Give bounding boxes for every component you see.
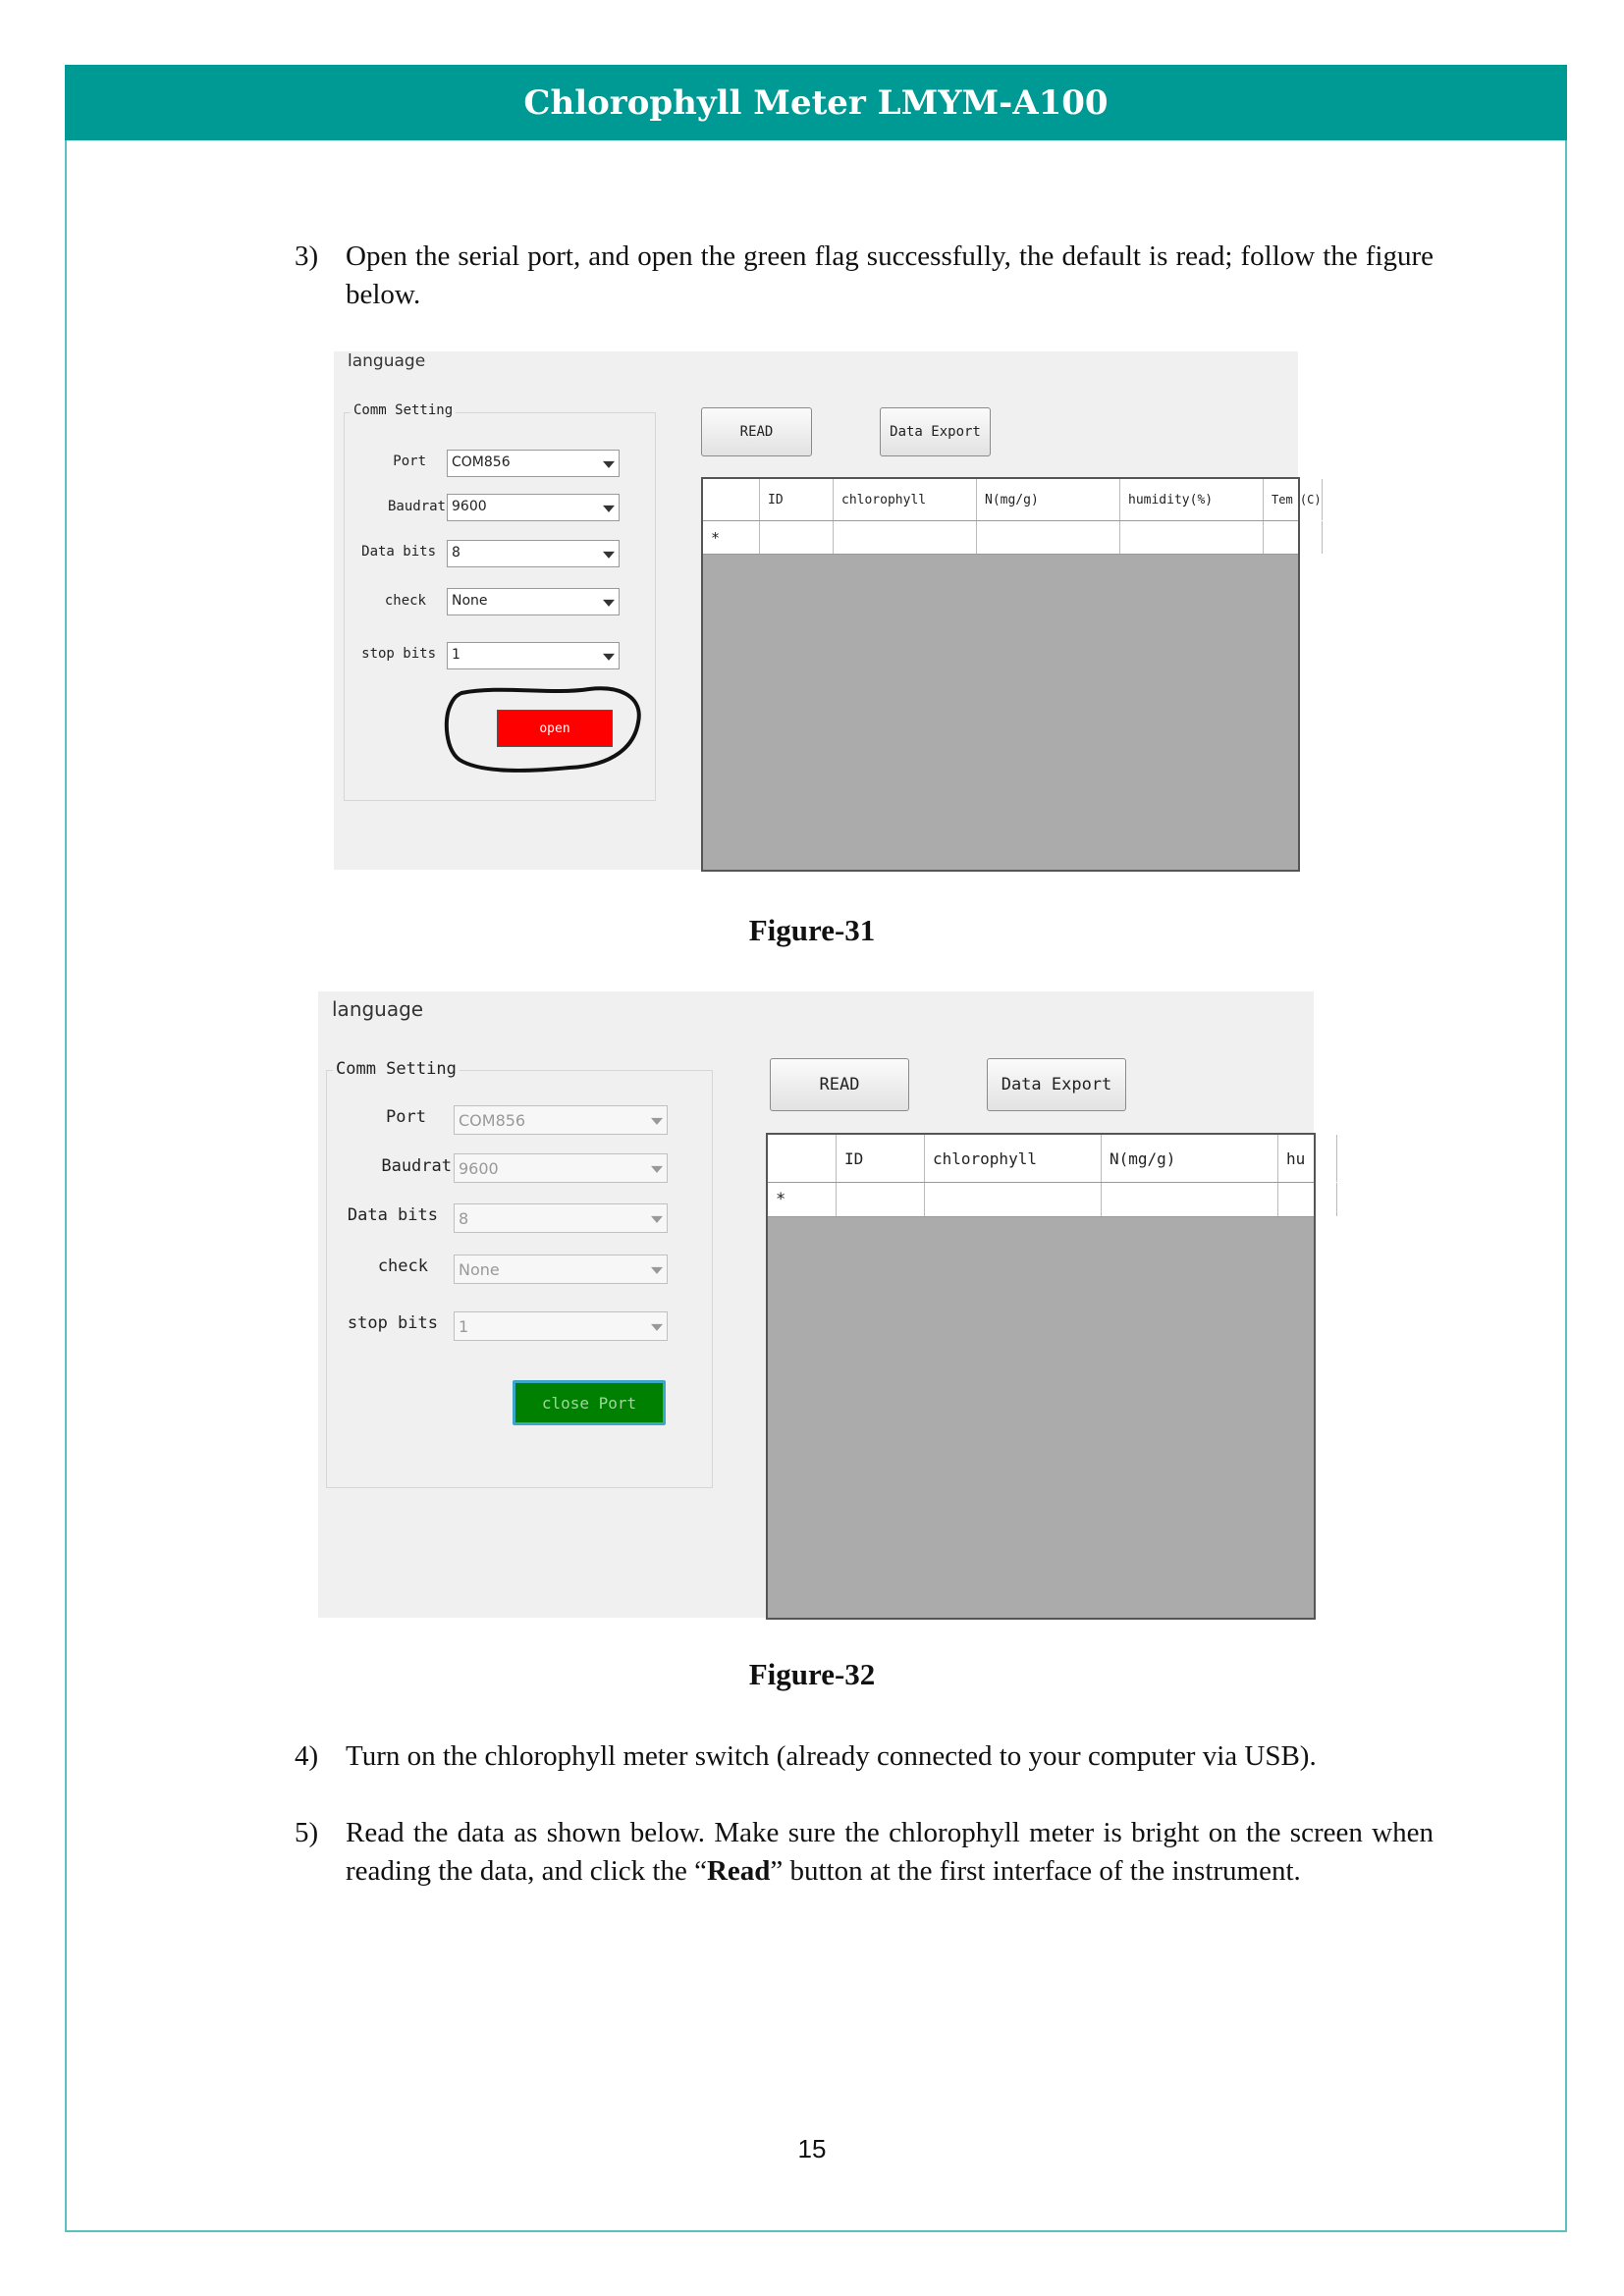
column-header[interactable]: chlorophyll	[834, 479, 977, 520]
port-value: COM856	[452, 454, 511, 470]
step-text	[346, 1814, 1434, 1891]
column-header[interactable]: N(mg/g)	[977, 479, 1120, 520]
figure-32-screenshot	[318, 991, 1314, 1618]
row-marker: *	[703, 521, 760, 554]
step-text: Open the serial port, and open the green flag successfully, the default is read; follow the figure below.	[346, 240, 1434, 310]
grid-cell[interactable]	[1102, 1183, 1278, 1216]
port-value: COM856	[459, 1111, 526, 1130]
grid-header	[768, 1135, 1314, 1183]
grid-header	[703, 479, 1322, 521]
step-text-before: Read the data as shown below. Make sure the chlorophyll meter is bright on the screen when reading the data, and click the “	[346, 1817, 1434, 1887]
chevron-down-icon	[603, 600, 615, 607]
group-title: Comm Setting	[351, 402, 456, 418]
port-select[interactable]	[447, 450, 620, 477]
corner-cell	[703, 479, 760, 520]
read-button[interactable]: READ	[701, 407, 812, 456]
column-header[interactable]: ID	[760, 479, 834, 520]
figure-32-caption: Figure-32	[748, 1657, 876, 1691]
grid-cell[interactable]	[837, 1183, 925, 1216]
row-marker: *	[768, 1183, 837, 1216]
data-bits-value: 8	[459, 1209, 469, 1228]
close-port-button[interactable]: close Port	[513, 1380, 666, 1425]
data-bits-label: Data bits	[361, 544, 436, 560]
step-text: Turn on the chlorophyll meter switch (already connected to your computer via USB).	[346, 1740, 1317, 1772]
chevron-down-icon	[651, 1324, 663, 1331]
chevron-down-icon	[603, 506, 615, 512]
step-number: 5)	[295, 1817, 319, 1848]
data-export-button[interactable]: Data Export	[880, 407, 991, 456]
figure-31-caption: Figure-31	[748, 913, 876, 947]
stop-bits-select[interactable]	[447, 642, 620, 669]
step-number: 4)	[295, 1740, 319, 1772]
column-header[interactable]: ID	[837, 1135, 925, 1182]
language-menu[interactable]: language	[332, 997, 424, 1021]
port-label: Port	[386, 1107, 426, 1127]
check-value: None	[452, 593, 488, 609]
language-menu[interactable]: language	[348, 351, 426, 371]
page-number: 15	[797, 2134, 827, 2163]
chevron-down-icon	[651, 1166, 663, 1173]
grid-cell[interactable]	[1278, 1183, 1337, 1216]
data-bits-label: Data bits	[347, 1205, 438, 1225]
grid-cell[interactable]	[1120, 521, 1264, 554]
stop-bits-label: stop bits	[347, 1313, 438, 1333]
baudrate-label: Baudrat	[387, 499, 446, 514]
chevron-down-icon	[651, 1216, 663, 1223]
header-title: Chlorophyll Meter LMYM-A100	[523, 82, 1109, 123]
step-3	[295, 238, 1434, 314]
figure-31-screenshot	[334, 351, 1322, 870]
port-label: Port	[393, 454, 426, 469]
grid-cell[interactable]	[834, 521, 977, 554]
baudrate-value: 9600	[452, 499, 487, 514]
step-text-after: ” button at the first interface of the instrument.	[770, 1855, 1301, 1887]
table-row[interactable]	[703, 521, 1298, 555]
column-header[interactable]: chlorophyll	[925, 1135, 1102, 1182]
step-number: 3)	[295, 240, 319, 272]
port-select[interactable]	[454, 1105, 668, 1135]
read-emphasis: Read	[706, 1855, 771, 1887]
stop-bits-label: stop bits	[361, 646, 436, 662]
data-grid[interactable]	[766, 1133, 1316, 1620]
grid-cell[interactable]	[925, 1183, 1102, 1216]
grid-cell[interactable]	[1264, 521, 1323, 554]
baudrate-select[interactable]	[447, 494, 620, 521]
stop-bits-select[interactable]	[454, 1311, 668, 1341]
check-select[interactable]	[454, 1255, 668, 1284]
chevron-down-icon	[603, 552, 615, 559]
baudrate-select[interactable]	[454, 1153, 668, 1183]
data-bits-select[interactable]	[447, 540, 620, 567]
check-label: check	[384, 593, 426, 609]
chevron-down-icon	[603, 654, 615, 661]
step-4	[295, 1737, 1434, 1776]
baudrate-value: 9600	[459, 1159, 499, 1178]
check-select[interactable]	[447, 588, 620, 615]
chevron-down-icon	[603, 461, 615, 468]
column-header[interactable]: humidity(%)	[1120, 479, 1264, 520]
column-header[interactable]: N(mg/g)	[1102, 1135, 1278, 1182]
grid-cell[interactable]	[977, 521, 1120, 554]
data-bits-select[interactable]	[454, 1203, 668, 1233]
check-label: check	[377, 1256, 428, 1276]
page-header	[65, 65, 1567, 140]
data-bits-value: 8	[452, 545, 460, 561]
chevron-down-icon	[651, 1267, 663, 1274]
corner-cell	[768, 1135, 837, 1182]
chevron-down-icon	[651, 1118, 663, 1125]
grid-cell[interactable]	[760, 521, 834, 554]
baudrate-label: Baudrat	[381, 1156, 452, 1176]
column-header[interactable]: hu	[1278, 1135, 1337, 1182]
data-grid[interactable]	[701, 477, 1322, 872]
open-port-button[interactable]: open	[497, 710, 613, 747]
group-title: Comm Setting	[333, 1059, 460, 1079]
column-header[interactable]: Tem (C)	[1264, 479, 1323, 520]
stop-bits-value: 1	[459, 1317, 469, 1336]
step-5	[295, 1814, 1434, 1891]
stop-bits-value: 1	[452, 647, 460, 663]
data-export-button[interactable]: Data Export	[987, 1058, 1126, 1111]
read-button[interactable]: READ	[770, 1058, 909, 1111]
table-row[interactable]	[768, 1183, 1314, 1217]
check-value: None	[459, 1260, 500, 1279]
